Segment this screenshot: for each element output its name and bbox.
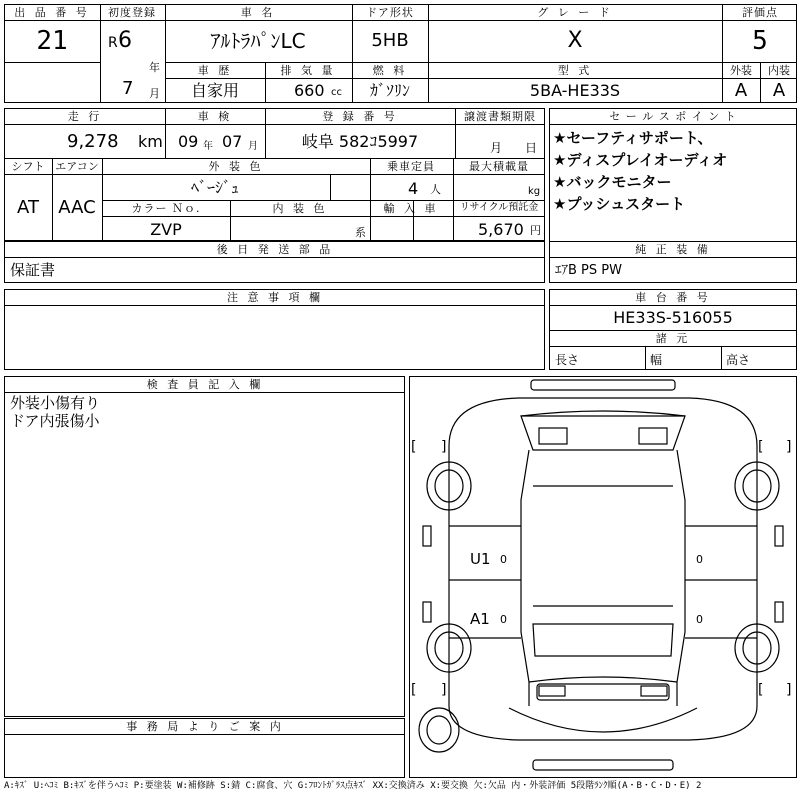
bracket: ] [786,682,792,698]
car-name-label: 車 名 [240,6,276,19]
registration-number: 岐阜 582ｺ5997 [301,132,419,151]
score-label: 評価点 [742,6,778,19]
grade: X [567,28,583,53]
door-label: ドア形状 [366,6,414,19]
chassis-number: HE33S-516055 [613,308,733,327]
inspector-note: ドア内張傷小 [10,412,100,430]
mileage-unit: km [138,132,163,151]
registration-number-label: 登 録 番 号 [322,110,398,123]
inspector-note: 外装小傷有り [10,394,101,412]
capacity: 4 [408,179,419,198]
first-registration-label: 初度登録 [108,6,156,19]
interior-grade-label: 内装 [768,64,790,77]
width-label: 幅 [650,353,663,367]
sales-point-item: ★バックモニター [553,173,672,191]
specs-label: 諸 元 [655,332,691,345]
inspector-label: 検 査 員 記 入 欄 [146,378,264,391]
inspection-month: 07 [222,132,243,151]
interior-color-label: 内 装 色 [272,202,328,215]
recycle-label: リサイクル預託金 [459,202,539,213]
inspection-label: 車 検 [197,110,233,123]
damage-mark-sub: 0 [500,613,507,626]
bracket: ] [786,439,792,455]
aircon: AAC [58,197,96,218]
mileage-label: 走 行 [67,110,103,123]
damage-mark-sub: 0 [696,613,703,626]
genuine-equipment-value: ｴｱB PS PW [555,263,622,278]
mileage: 9,278 [67,131,119,152]
bracket: ] [441,682,447,698]
import-label: 輸 入 車 [383,202,439,215]
shift-label: シフト [11,160,45,173]
registration-month: 7 [122,78,134,99]
legend: A:ｷｽﾞ U:ﾍｺﾐ B:ｷｽﾞを伴うﾍｺﾐ P:要塗装 W:補修跡 S:錆 C:腐食、穴 G:ﾌﾛﾝﾄｶﾞﾗｽ点ｷｽﾞ XX:交換済み X:要交換 欠:欠品 内・外装評価 5段階ﾗﾝｸ順(A・B・C・D・E) 2 [4,781,702,791]
bracket: [ [758,682,764,698]
model-label: 型 式 [557,64,593,77]
later-parts-label: 後 日 発 送 部 品 [216,243,334,256]
max-load-unit: kg [528,186,541,197]
fuel-label: 燃 料 [372,64,408,77]
displacement-label: 排 気 量 [280,64,336,77]
damage-mark-code: U1 [470,550,491,568]
exterior-color-label: 外 装 色 [208,160,264,173]
car-name: ｱﾙﾄﾗﾊﾟﾝLC [210,29,306,53]
transfer-deadline-label: 譲渡書類期限 [464,110,536,123]
chassis-number-label: 車 台 番 号 [635,291,711,304]
bracket: [ [411,439,417,455]
displacement-unit: cc [331,87,342,98]
year-unit: 年 [149,61,160,74]
inspection-year: 09 [178,132,199,151]
aircon-label: エアコン [55,160,99,173]
interior-grade: A [772,80,786,101]
color-number-label: カラー Ｎｏ. [131,202,201,215]
max-load-label: 最大積載量 [469,160,529,173]
score: 5 [752,26,768,56]
interior-color-unit: 系 [355,226,366,239]
bracket: ] [441,439,447,455]
damage-mark-sub: 0 [500,553,507,566]
exterior-grade: A [734,80,748,101]
recycle-unit: 円 [530,224,541,237]
bracket: [ [758,439,764,455]
door-type: 5HB [371,30,409,51]
month-unit: 月 [149,87,160,100]
transfer-month-unit: 月 [490,141,503,155]
color-number: ZVP [150,220,182,239]
registration-year: 6 [118,28,132,53]
model: 5BA-HE33S [529,81,621,100]
office-label: 事 務 局 よ り ご 案 内 [126,720,284,733]
inspection-year-unit: 年 [203,141,213,152]
history-label: 車 歴 [197,64,233,77]
inspection-month-unit: 月 [248,141,258,152]
damage-mark-code: A1 [470,610,490,628]
length-label: 長さ [555,353,580,367]
sales-point-item: ★セーフティサポート、 [553,129,713,147]
lot-number: 21 [36,26,68,56]
exterior-color: ﾍﾞｰｼﾞｭ [190,178,240,197]
damage-mark-sub: 0 [696,553,703,566]
displacement: 660 [294,81,325,100]
bracket: [ [411,682,417,698]
genuine-equipment-label: 純 正 装 備 [635,243,711,256]
capacity-unit: 人 [430,183,441,196]
recycle-fee: 5,670 [478,220,524,239]
lot-number-label: 出 品 番 号 [14,6,90,19]
exterior-grade-label: 外装 [730,64,752,77]
sales-point-item: ★プッシュスタート [553,195,686,213]
sales-points-label: セ ー ル ス ポ イ ン ト [609,110,737,123]
capacity-label: 乗車定員 [387,160,435,173]
shift: AT [17,197,39,218]
notes-label: 注 意 事 項 欄 [227,291,323,304]
era-prefix: R [108,35,118,51]
transfer-day-unit: 日 [525,141,538,155]
later-parts-value: 保証書 [10,261,56,279]
sales-point-item: ★ディスプレイオーディオ [553,151,728,169]
fuel: ｶﾞｿﾘﾝ [369,81,411,100]
car-diagram-lines [409,376,797,778]
grade-label: グ レ ー ド [537,6,613,19]
height-label: 高さ [726,353,751,367]
history: 自家用 [190,81,240,100]
